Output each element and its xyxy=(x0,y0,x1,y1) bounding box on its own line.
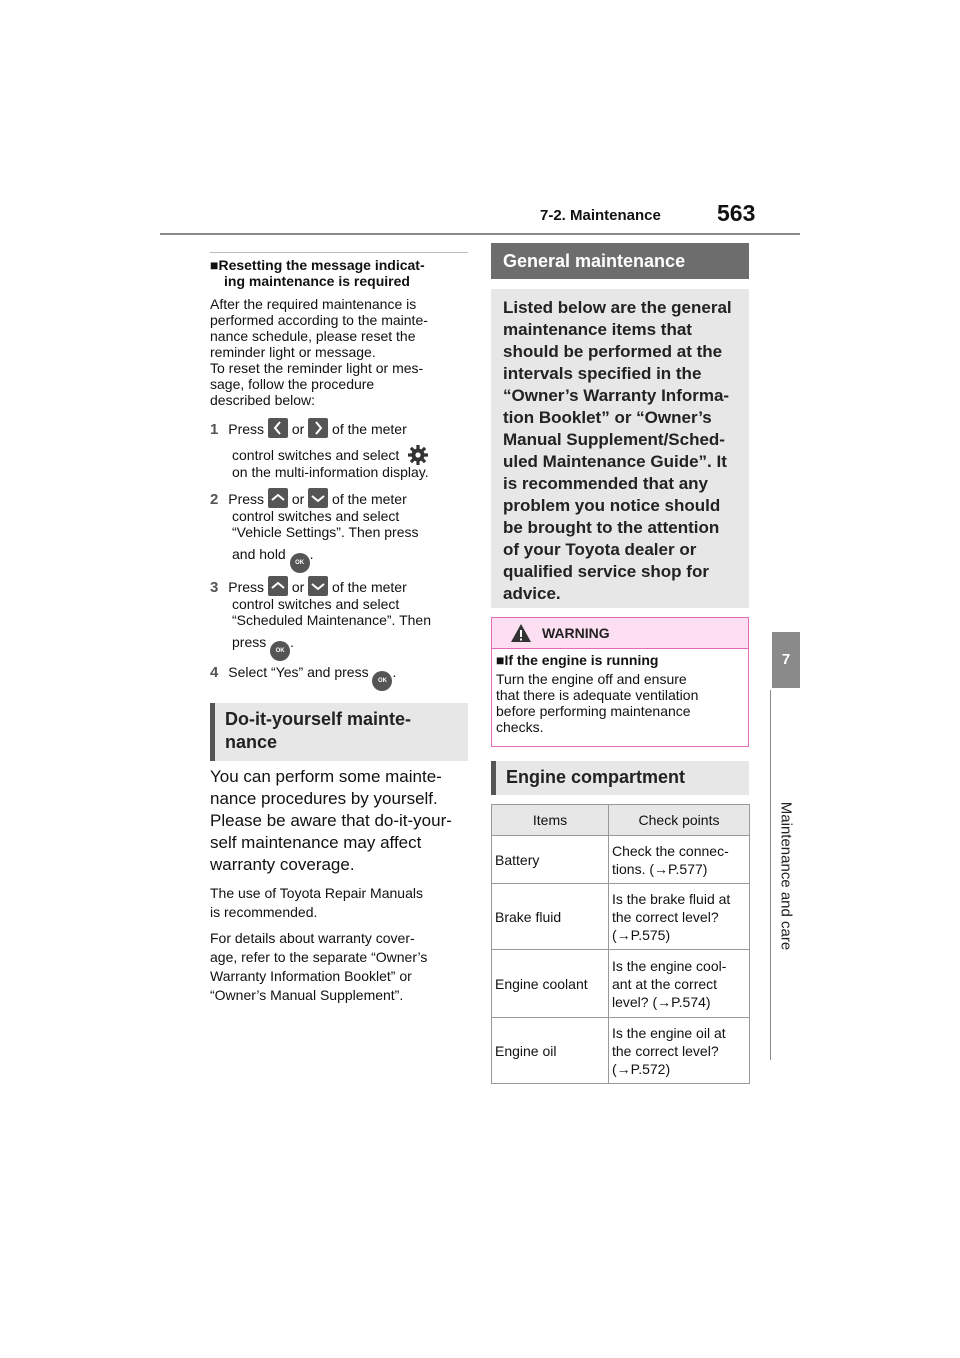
step-1 xyxy=(210,418,470,480)
step-number: 2 xyxy=(210,491,219,508)
step-text: Select “Yes” and press xyxy=(228,664,369,680)
lead-line: nance procedures by yourself. xyxy=(210,789,438,808)
reset-heading-line-1: ■Resetting the message indicat- xyxy=(210,257,425,273)
step-text: press xyxy=(232,634,267,650)
step-text: Press xyxy=(228,579,265,595)
general-maintenance-box xyxy=(491,289,749,608)
step-text: of the meter xyxy=(332,579,407,595)
ok-button-icon: OK xyxy=(372,671,392,691)
page-number: 563 xyxy=(717,200,756,226)
step-number: 3 xyxy=(210,579,219,596)
down-arrow-button-icon xyxy=(308,576,328,596)
check-line: Check the connec- xyxy=(612,842,729,859)
diy-heading-line: Do-it-yourself mainte- xyxy=(225,709,412,729)
warning-title: WARNING xyxy=(542,625,610,641)
intro-line: performed according to the mainte- xyxy=(210,312,428,328)
step-text: control switches and select xyxy=(232,447,400,463)
item-cell: Brake fluid xyxy=(492,884,609,950)
general-line: uled Maintenance Guide”. It xyxy=(503,452,727,471)
lead-line: You can perform some mainte- xyxy=(210,767,442,786)
diy-paragraph-2 xyxy=(210,929,470,1005)
paragraph-line: Warranty Information Booklet” or xyxy=(210,968,412,984)
step-text: . xyxy=(309,546,314,562)
ok-button-icon: OK xyxy=(290,553,310,573)
warning-header xyxy=(492,618,748,649)
step-3 xyxy=(210,576,470,661)
general-line: of your Toyota dealer or xyxy=(503,540,697,559)
step-text: control switches and select xyxy=(232,508,400,524)
step-2 xyxy=(210,488,470,573)
check-line: level? (→P.574) xyxy=(612,993,711,1010)
check-line: ant at the correct xyxy=(612,975,718,992)
check-line: (→P.575) xyxy=(612,926,671,943)
warning-line: checks. xyxy=(496,719,544,735)
diy-heading-line: nance xyxy=(225,732,278,752)
check-line: (→P.572) xyxy=(612,1060,671,1077)
table-row xyxy=(492,1018,750,1084)
item-cell: Battery xyxy=(492,836,609,884)
step-number: 4 xyxy=(210,664,219,681)
column-header-items: Items xyxy=(492,805,609,836)
table-row xyxy=(492,950,750,1018)
step-number: 1 xyxy=(210,421,219,438)
column-header-check-points: Check points xyxy=(609,805,750,836)
intro-line: sage, follow the procedure xyxy=(210,376,375,392)
check-cell xyxy=(609,884,750,950)
general-line: maintenance items that xyxy=(503,320,692,339)
check-line: the correct level? xyxy=(612,908,719,925)
warning-box xyxy=(491,617,749,747)
intro-line: nance schedule, please reset the xyxy=(210,328,416,344)
check-cell xyxy=(609,836,750,884)
intro-line: To reset the reminder light or mes- xyxy=(210,360,424,376)
engine-check-table xyxy=(491,804,750,1084)
warning-line: before performing maintenance xyxy=(496,703,691,719)
subsection-rule xyxy=(210,252,468,253)
check-cell xyxy=(609,1018,750,1084)
left-arrow-button-icon xyxy=(268,418,288,438)
reset-heading xyxy=(210,257,470,289)
general-line: Manual Supplement/Sched- xyxy=(503,430,725,449)
chapter-tab xyxy=(772,632,800,688)
chapter-label: Maintenance and care xyxy=(777,801,795,951)
general-line: be brought to the attention xyxy=(503,518,720,537)
warning-triangle-icon xyxy=(510,623,532,643)
check-line: Is the engine cool- xyxy=(612,957,727,974)
right-arrow-button-icon xyxy=(308,418,328,438)
paragraph-line: For details about warranty cover- xyxy=(210,930,415,946)
reset-intro xyxy=(210,296,470,408)
lead-line: warranty coverage. xyxy=(210,855,355,874)
step-text: . xyxy=(290,634,295,650)
warning-subhead: ■If the engine is running xyxy=(496,652,659,668)
step-text: of the meter xyxy=(332,491,407,507)
chapter-tab-line xyxy=(770,690,771,1060)
section-title: 7-2. Maintenance xyxy=(540,207,661,224)
step-text: or xyxy=(291,579,305,595)
down-arrow-button-icon xyxy=(308,488,328,508)
general-line: problem you notice should xyxy=(503,496,721,515)
step-text: “Scheduled Maintenance”. Then xyxy=(232,612,431,628)
warning-line: that there is adequate ventilation xyxy=(496,687,699,703)
diy-heading xyxy=(210,703,468,761)
lead-line: Please be aware that do-it-your- xyxy=(210,811,452,830)
table-row xyxy=(492,836,750,884)
diy-paragraph-1 xyxy=(210,884,470,922)
step-text: “Vehicle Settings”. Then press xyxy=(232,524,419,540)
chapter-number: 7 xyxy=(781,651,791,668)
general-line: tion Booklet” or “Owner’s xyxy=(503,408,712,427)
check-cell xyxy=(609,950,750,1018)
general-line: is recommended that any xyxy=(503,474,709,493)
paragraph-line: age, refer to the separate “Owner’s xyxy=(210,949,428,965)
warning-line: Turn the engine off and ensure xyxy=(496,671,687,687)
step-text: or xyxy=(291,491,305,507)
general-maintenance-heading: General maintenance xyxy=(491,243,749,279)
general-line: qualified service shop for xyxy=(503,562,709,581)
up-arrow-button-icon xyxy=(268,488,288,508)
intro-line: After the required maintenance is xyxy=(210,296,417,312)
check-line: the correct level? xyxy=(612,1042,719,1059)
engine-compartment-heading: Engine compartment xyxy=(491,761,749,795)
paragraph-line: The use of Toyota Repair Manuals xyxy=(210,885,423,901)
diy-lead xyxy=(210,766,470,876)
paragraph-line: is recommended. xyxy=(210,904,318,920)
step-text: Press xyxy=(228,491,265,507)
check-line: Is the engine oil at xyxy=(612,1024,726,1041)
lead-line: self maintenance may affect xyxy=(210,833,422,852)
step-text: Press xyxy=(228,421,265,437)
up-arrow-button-icon xyxy=(268,576,288,596)
ok-button-icon: OK xyxy=(270,641,290,661)
step-text: on the multi-information display. xyxy=(232,464,429,480)
general-line: “Owner’s Warranty Informa- xyxy=(503,386,730,405)
general-line: advice. xyxy=(503,584,561,603)
step-4 xyxy=(210,664,470,691)
check-line: tions. (→P.577) xyxy=(612,860,708,877)
table-row xyxy=(492,884,750,950)
check-line: Is the brake fluid at xyxy=(612,890,731,907)
step-text: . xyxy=(392,664,397,680)
step-text: of the meter xyxy=(332,421,407,437)
step-text: or xyxy=(291,421,305,437)
intro-line: described below: xyxy=(210,392,316,408)
intro-line: reminder light or message. xyxy=(210,344,376,360)
step-text: control switches and select xyxy=(232,596,400,612)
item-cell: Engine oil xyxy=(492,1018,609,1084)
table-header-row xyxy=(492,805,750,836)
general-line: Listed below are the general xyxy=(503,298,732,317)
general-line: should be performed at the xyxy=(503,342,723,361)
item-cell: Engine coolant xyxy=(492,950,609,1018)
general-line: intervals specified in the xyxy=(503,364,702,383)
header-rule xyxy=(160,233,800,235)
step-text: and hold xyxy=(232,546,286,562)
reset-heading-line-2: ing maintenance is required xyxy=(224,273,410,289)
paragraph-line: “Owner’s Manual Supplement”. xyxy=(210,987,404,1003)
